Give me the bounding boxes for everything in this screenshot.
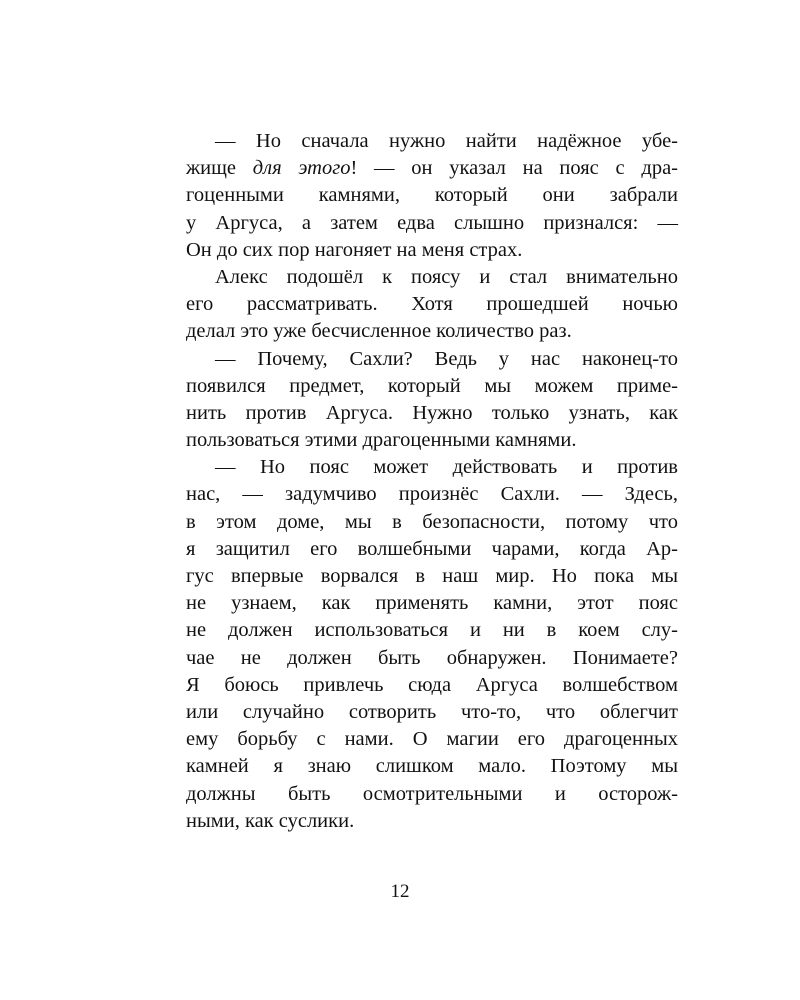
text-segment: я защитил его волшебными чарами, когда Ар- <box>186 537 678 560</box>
text-segment: нить против Аргуса. Нужно только узнать, как <box>186 401 678 424</box>
text-segment: не узнаем, как применять камни, этот пояс <box>186 592 678 615</box>
text-segment: камней я знаю слишком мало. Поэтому мы <box>186 755 678 778</box>
text-segment: в этом доме, мы в безопасности, потому что <box>186 510 678 533</box>
text-segment: жище <box>186 157 253 180</box>
text-line <box>186 400 678 427</box>
text-line <box>186 781 678 808</box>
text-segment: ему борьбу с нами. О магии его драгоценных <box>186 728 678 751</box>
text-line <box>186 182 678 209</box>
text-segment: Я боюсь привлечь сюда Аргуса волшебством <box>186 673 678 696</box>
text-segment: нас, — задумчиво произнёс Сахли. — Здесь, <box>186 483 678 506</box>
text-line <box>186 590 678 617</box>
text-line <box>186 645 678 672</box>
paragraph <box>186 264 678 346</box>
text-segment: Алекс подошёл к поясу и стал внимательно <box>215 265 678 288</box>
text-line <box>186 509 678 536</box>
text-segment: — Но пояс может действовать и против <box>215 456 678 479</box>
text-line <box>186 291 678 318</box>
text-line <box>186 454 678 481</box>
text-line <box>186 481 678 508</box>
page-number: 12 <box>390 881 410 902</box>
text-line <box>186 210 678 237</box>
text-segment: ными, как суслики. <box>186 809 355 832</box>
text-segment: чае не должен быть обнаружен. Понимаете? <box>186 646 678 669</box>
text-segment: появился предмет, который мы можем приме- <box>186 374 678 397</box>
text-line <box>186 318 678 345</box>
text-segment: пользоваться этими драгоценными камнями. <box>186 429 577 452</box>
text-segment: Он до сих пор нагоняет на меня страх. <box>186 238 523 261</box>
text-segment: гоценными камнями, который они забрали <box>186 184 678 207</box>
text-segment: ! — он указал на пояс с дра- <box>350 157 678 180</box>
text-line <box>186 808 678 835</box>
paragraph <box>186 454 678 835</box>
text-segment: его рассматривать. Хотя прошедшей ночью <box>186 293 678 316</box>
text-segment: — Почему, Сахли? Ведь у нас наконец-то <box>215 347 678 370</box>
text-line <box>186 264 678 291</box>
text-line <box>186 427 678 454</box>
emphasis-text: для этого <box>252 157 351 180</box>
text-line <box>186 536 678 563</box>
paragraph <box>186 346 678 455</box>
text-segment: делал это уже бесчисленное количество раз. <box>186 320 572 343</box>
text-line <box>186 699 678 726</box>
text-line <box>186 128 678 155</box>
text-segment: — Но сначала нужно найти надёжное убе- <box>215 130 678 152</box>
text-segment: гус впервые ворвался в наш мир. Но пока мы <box>186 565 678 587</box>
text-line <box>186 617 678 644</box>
text-line <box>186 373 678 400</box>
text-line <box>186 155 678 182</box>
text-line <box>186 753 678 780</box>
text-line <box>186 346 678 373</box>
text-line <box>186 672 678 699</box>
text-segment: должны быть осмотрительными и осторож- <box>186 782 678 805</box>
text-segment: или случайно сотворить что-то, что облегчит <box>186 700 678 723</box>
text-line <box>186 237 678 264</box>
text-segment: у Аргуса, а затем едва слышно признался: — <box>186 211 678 234</box>
paragraph <box>186 128 678 264</box>
text-line <box>186 726 678 753</box>
text-segment: не должен использоваться и ни в коем слу- <box>186 619 678 642</box>
body-text <box>186 128 678 835</box>
text-line <box>186 563 678 590</box>
